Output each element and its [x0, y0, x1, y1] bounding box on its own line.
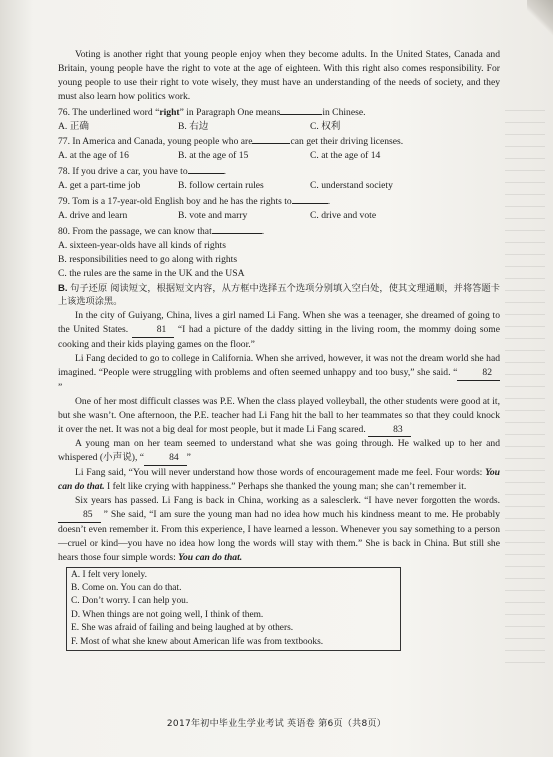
options-79 [58, 209, 500, 223]
option-78-c: C. understand society [310, 180, 393, 192]
passage-voting: Voting is another right that young people enjoy when they become adults. In the United States, Canada and Britain, young people have the right to vote at the age of eighteen. With this right also comes responsibility. For young people to use their right to vote wisely, they must have an understanding of the needs of society, and they must also learn how politics work. [58, 49, 500, 102]
section-b-title: 句子还原 阅读短文，根据短文内容，从方框中选择五个选项分别填入空白处，使其文理通顺，并将答题卡上该选项涂黑。 [58, 282, 500, 308]
option-f: F. Most of what she knew about American life was from textbooks. [71, 636, 324, 647]
options-box [66, 567, 401, 651]
question-80: 80. From the passage, we can know that . [58, 223, 500, 239]
options-76 [58, 120, 500, 134]
answer-blank [280, 104, 322, 115]
option-80-b: B. responsibilities need to go along with rights [58, 253, 238, 265]
story-paragraph-2: Li Fang decided to go to college in California. When she arrived, however, it was not the dream world she had imagined. “People were struggling with problems and often seemed unhappy and too busy,” she said. “ 82” [58, 353, 500, 393]
option-78-a: A. get a part-time job [58, 180, 141, 192]
option-b: B. Come on. You can do that. [71, 583, 182, 594]
question-76: 76. The underlined word “right” in Paragraph One means in Chinese. [58, 104, 500, 120]
option-78-b: B. follow certain rules [178, 180, 264, 192]
option-c: C. Don’t worry. I can help you. [71, 596, 189, 607]
section-b-label: B. [58, 282, 68, 294]
option-77-a: A. at the age of 16 [58, 150, 129, 162]
options-78 [58, 179, 500, 193]
blank-83: 83 [368, 423, 411, 438]
question-79: 79. Tom is a 17-year-old English boy and he has the rights to . [58, 193, 500, 209]
blank-84: 84 [144, 451, 187, 466]
question-77: 77. In America and Canada, young people who are can get their driving licenses. [58, 133, 500, 149]
question-78: 78. If you drive a car, you have to . [58, 163, 500, 179]
page-content [58, 48, 500, 651]
option-77-b: B. at the age of 15 [178, 150, 249, 162]
options-77 [58, 149, 500, 163]
option-e: E. She was afraid of failing and being laughed at by others. [71, 623, 294, 634]
blank-81: 81 [132, 323, 175, 338]
blank-85: 85 [58, 508, 101, 523]
option-76-c: C. 权利 [310, 120, 341, 132]
option-80-c: C. the rules are the same in the UK and the USA [58, 267, 245, 279]
page-corner-fold [527, 0, 553, 40]
option-79-a: A. drive and learn [58, 209, 128, 221]
option-76-a: A. 正确 [58, 120, 89, 132]
answer-blank [292, 193, 328, 204]
option-76-b: B. 右边 [178, 120, 209, 132]
answer-blank [212, 223, 262, 234]
section-b-instructions [58, 282, 500, 310]
option-d: D. When things are not going well, I think of them. [71, 609, 264, 620]
underlined-word: right [159, 106, 180, 118]
blank-82: 82 [457, 366, 500, 381]
answer-blank [188, 163, 224, 174]
page-footer: 2017年初中毕业生学业考试 英语卷 第6页（共8页） [166, 719, 387, 729]
story-paragraph-5: Li Fang said, “You will never understand how those words of encouragement made me feel. Four words: You can do that. I felt like crying with happiness.” Perhaps she thanked the young man; she can’t remember it. [58, 467, 500, 493]
bleed-through-shadow [505, 110, 545, 670]
option-79-b: B. vote and marry [178, 209, 248, 221]
option-79-c: C. drive and vote [310, 209, 377, 221]
option-80-a: A. sixteen-year-olds have all kinds of rights [58, 239, 226, 251]
story-paragraph-6: Six years has passed. Li Fang is back in China, working as a salesclerk. “I have never forgotten the words. 85 ” She said, “I am sure the young man had no idea how much his kindness meant to me. He probably doesn’t even remember it. From this experience, I have learned a lesson. Whenever you say something to a person—cruel or kind—you have no idea how long the words will stay with them.” She is back in China. But still she hears those four simple words: You can do that. [58, 495, 500, 563]
story-paragraph-1: In the city of Guiyang, China, lives a girl named Li Fang. When she was a teenager, she dreamed of going to the United States. 81 “I had a picture of the daddy sitting in the living room, the mommy doing some cooking and their kids playing games on the floor.” [58, 310, 500, 351]
option-a: A. I felt very lonely. [71, 569, 147, 580]
story-paragraph-4: A young man on her team seemed to understand what she was going through. He walked up to her and whispered (小声说), “ 84 ” [58, 437, 500, 466]
option-77-c: C. at the age of 14 [310, 150, 381, 162]
answer-blank [252, 133, 290, 144]
story-paragraph-3: One of her most difficult classes was P.E. When the class played volleyball, the other students were good at it, but she wasn’t. One afternoon, the P.E. teacher had Li Fang hit the ball to her teammates so that they could knock it over the net. It was not a big deal for most people, but it made Li Fang scared. 83 [58, 395, 500, 438]
